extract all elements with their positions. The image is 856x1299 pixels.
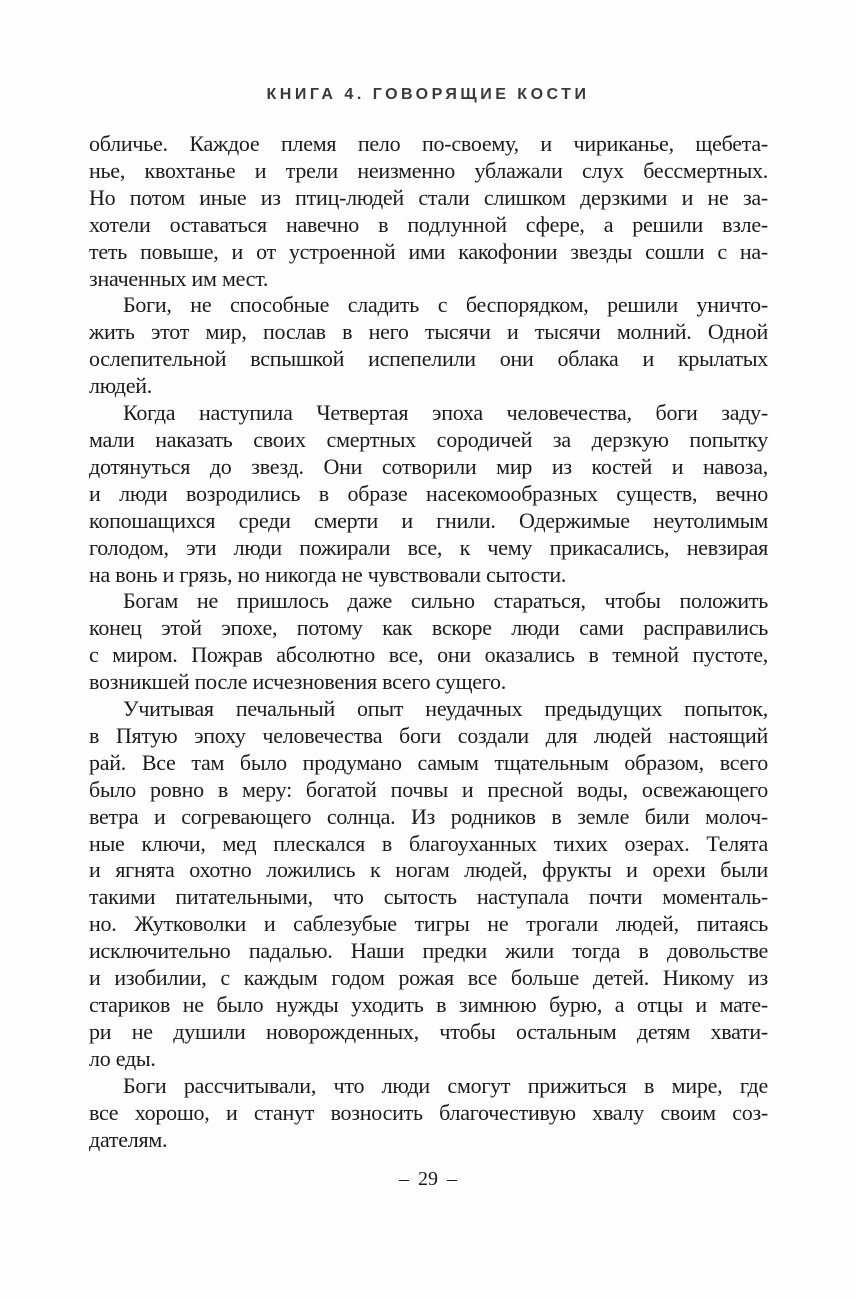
paragraph bbox=[89, 400, 768, 588]
text-line: людей. bbox=[89, 373, 153, 399]
text-line: стариков не было нужды уходить в зимнюю бурю, а отцы и мате- bbox=[89, 992, 768, 1017]
text-line: ло еды. bbox=[89, 1045, 156, 1071]
text-line: Учитывая печальный опыт неудачных предыдущих попыток, bbox=[123, 696, 768, 722]
text-line: ветра и согревающего солнца. Из родников в земле били молоч- bbox=[89, 803, 768, 829]
text-line: значенных им мест. bbox=[89, 265, 269, 291]
text-line: ри не душили новорожденных, чтобы остальным детям хвати- bbox=[89, 1018, 768, 1044]
text-line: было ровно в меру: богатой почвы и пресной воды, освежающего bbox=[89, 776, 768, 802]
text-line: возникшей после исчезновения всего сущего. bbox=[89, 669, 507, 695]
page-number: – 29 – bbox=[399, 1168, 457, 1190]
text-line: обличье. Каждое племя пело по-своему, и чириканье, щебета- bbox=[89, 131, 768, 156]
text-line: и изобилии, с каждым годом рожая все больше детей. Никому из bbox=[89, 965, 768, 991]
text-line: мали наказать своих смертных сородичей за дерзкую попытку bbox=[89, 426, 768, 452]
text-line: рай. Все там было продумано самым тщательным образом, всего bbox=[89, 749, 768, 775]
text-line: ослепительной вспышкой испепелили они облака и крылатых bbox=[89, 346, 768, 372]
text-line: Боги, не способные сладить с беспорядком, решили уничто- bbox=[123, 292, 768, 318]
text-line: все хорошо, и станут возносить благочестивую хвалу своим соз- bbox=[89, 1099, 768, 1125]
running-header: КНИГА 4. ГОВОРЯЩИЕ КОСТИ bbox=[266, 86, 590, 103]
text-line: конец этой эпохе, потому как вскоре люди сами расправились bbox=[89, 615, 768, 641]
text-line: хотели оставаться навечно в подлунной сфере, а решили взле- bbox=[89, 211, 768, 237]
paragraph bbox=[89, 588, 768, 696]
text-line: исключительно падалью. Наши предки жили тогда в довольстве bbox=[89, 938, 768, 964]
text-line: копошащихся среди смерти и гнили. Одержимые неутолимым bbox=[89, 507, 768, 533]
body-text-container bbox=[89, 131, 768, 1153]
text-line: Но потом иные из птиц-людей стали слишком дерзкими и не за- bbox=[89, 184, 768, 210]
text-line: но. Жутковолки и саблезубые тигры не трогали людей, питаясь bbox=[89, 911, 768, 937]
text-line: теть повыше, и от устроенной ими какофонии звезды сошли с на- bbox=[89, 238, 768, 264]
text-line: Богам не пришлось даже сильно стараться, чтобы положить bbox=[123, 588, 768, 614]
paragraph bbox=[89, 696, 768, 1073]
text-line: нье, квохтанье и трели неизменно ублажали слух бессмертных. bbox=[89, 157, 768, 183]
text-line: голодом, эти люди пожирали все, к чему прикасались, невзирая bbox=[89, 534, 768, 560]
paragraph bbox=[89, 131, 768, 292]
text-line: дотянуться до звезд. Они сотворили мир из костей и навоза, bbox=[89, 453, 768, 479]
text-line: дателям. bbox=[89, 1126, 168, 1152]
text-line: и ягнята охотно ложились к ногам людей, фрукты и орехи были bbox=[89, 857, 768, 883]
text-line: и люди возродились в образе насекомообразных существ, вечно bbox=[89, 480, 768, 506]
text-line: такими питательными, что сытость наступала почти моменталь- bbox=[89, 884, 768, 910]
text-line: Боги рассчитывали, что люди смогут прижиться в мире, где bbox=[123, 1072, 768, 1098]
text-line: ные ключи, мед плескался в благоуханных тихих озерах. Телята bbox=[89, 830, 768, 856]
text-line: в Пятую эпоху человечества боги создали для людей настоящий bbox=[89, 722, 768, 748]
paragraph bbox=[89, 292, 768, 400]
text-line: жить этот мир, послав в него тысячи и тысячи молний. Одной bbox=[89, 319, 768, 345]
text-line: с миром. Пожрав абсолютно все, они оказались в темной пустоте, bbox=[89, 642, 768, 668]
text-line: Когда наступила Четвертая эпоха человечества, боги заду- bbox=[123, 400, 768, 426]
paragraph bbox=[89, 1073, 768, 1154]
text-line: на вонь и грязь, но никогда не чувствовали сытости. bbox=[89, 561, 567, 587]
